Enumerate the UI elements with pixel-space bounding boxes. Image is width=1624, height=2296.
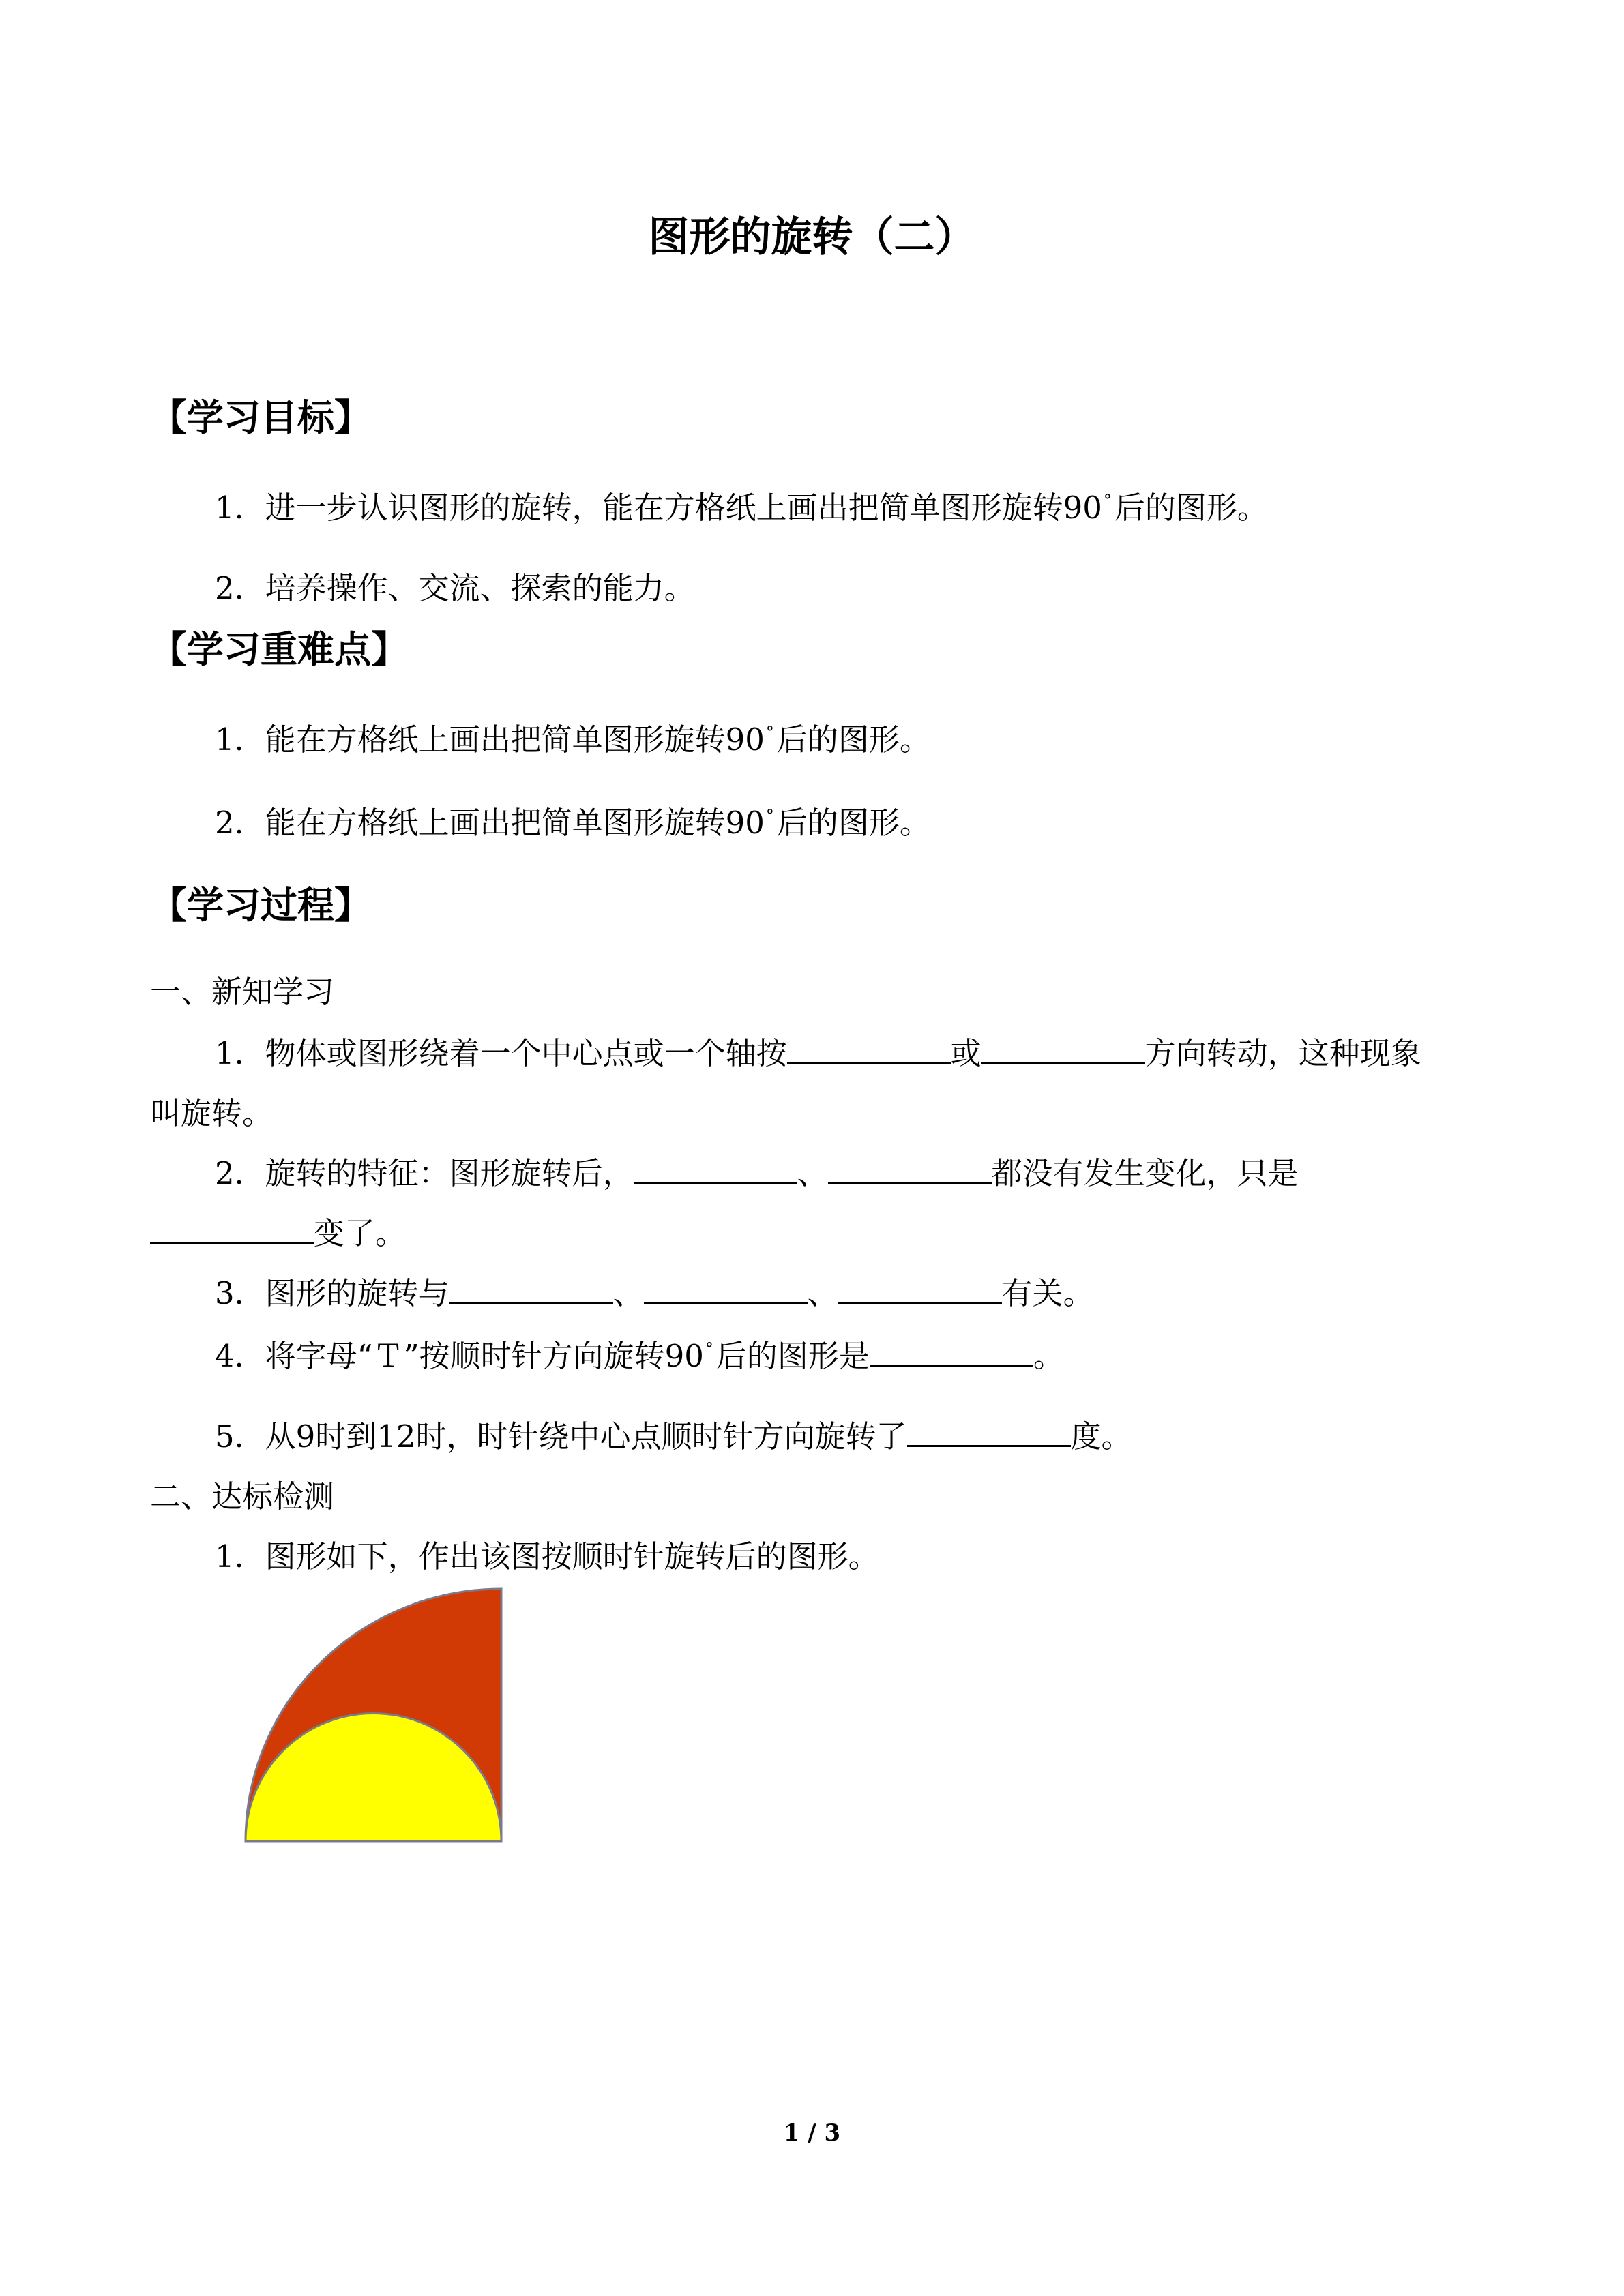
answer-blank[interactable] [981, 1032, 1145, 1064]
answer-blank[interactable] [634, 1152, 797, 1184]
answer-blank[interactable] [449, 1272, 613, 1304]
question-3: 3．图形的旋转与 、 、 有关。 [215, 1268, 1094, 1313]
answer-blank[interactable] [838, 1272, 1002, 1304]
quarter-circle-figure [225, 1582, 512, 1855]
question-5: 5．从9时到12时，时针绕中心点顺时针方向旋转了 度。 [215, 1412, 1132, 1456]
part1-title: 一、新知学习 [150, 974, 335, 1010]
answer-blank[interactable] [907, 1415, 1071, 1447]
question-1-continued: 叫旋转。 [150, 1095, 274, 1131]
answer-blank[interactable] [644, 1272, 808, 1304]
heading-learning-goals: 【学习目标】 [150, 396, 371, 439]
part2-title: 二、达标检测 [150, 1478, 335, 1515]
answer-blank[interactable] [870, 1335, 1033, 1367]
question-2-continued: 变了。 [150, 1208, 406, 1253]
heading-learning-process: 【学习过程】 [150, 884, 371, 927]
question-1: 1．物体或图形绕着一个中心点或一个轴按 或 方向转动，这种现象 [215, 1028, 1421, 1073]
heading-key-points: 【学习重难点】 [150, 628, 408, 671]
goal-item-2: 2．培养操作、交流、探索的能力。 [215, 570, 695, 606]
answer-blank[interactable] [828, 1152, 992, 1184]
exercise-1: 1．图形如下，作出该图按顺时针旋转后的图形。 [215, 1538, 879, 1575]
answer-blank[interactable] [787, 1032, 951, 1064]
question-2: 2．旋转的特征：图形旋转后， 、 都没有发生变化，只是 [215, 1148, 1299, 1193]
question-4: 4．将字母“Ｔ”按顺时针方向旋转90°后的图形是 。 [215, 1331, 1064, 1375]
page-title: 图形的旋转（二） [648, 213, 976, 261]
answer-blank[interactable] [150, 1212, 314, 1244]
key-point-item-2: 2．能在方格纸上画出把简单图形旋转90°后的图形。 [215, 805, 930, 841]
goal-item-1: 1．进一步认识图形的旋转，能在方格纸上画出把简单图形旋转90°后的图形。 [215, 490, 1268, 526]
page-number: 1 / 3 [783, 2119, 841, 2147]
key-point-item-1: 1．能在方格纸上画出把简单图形旋转90°后的图形。 [215, 721, 930, 758]
